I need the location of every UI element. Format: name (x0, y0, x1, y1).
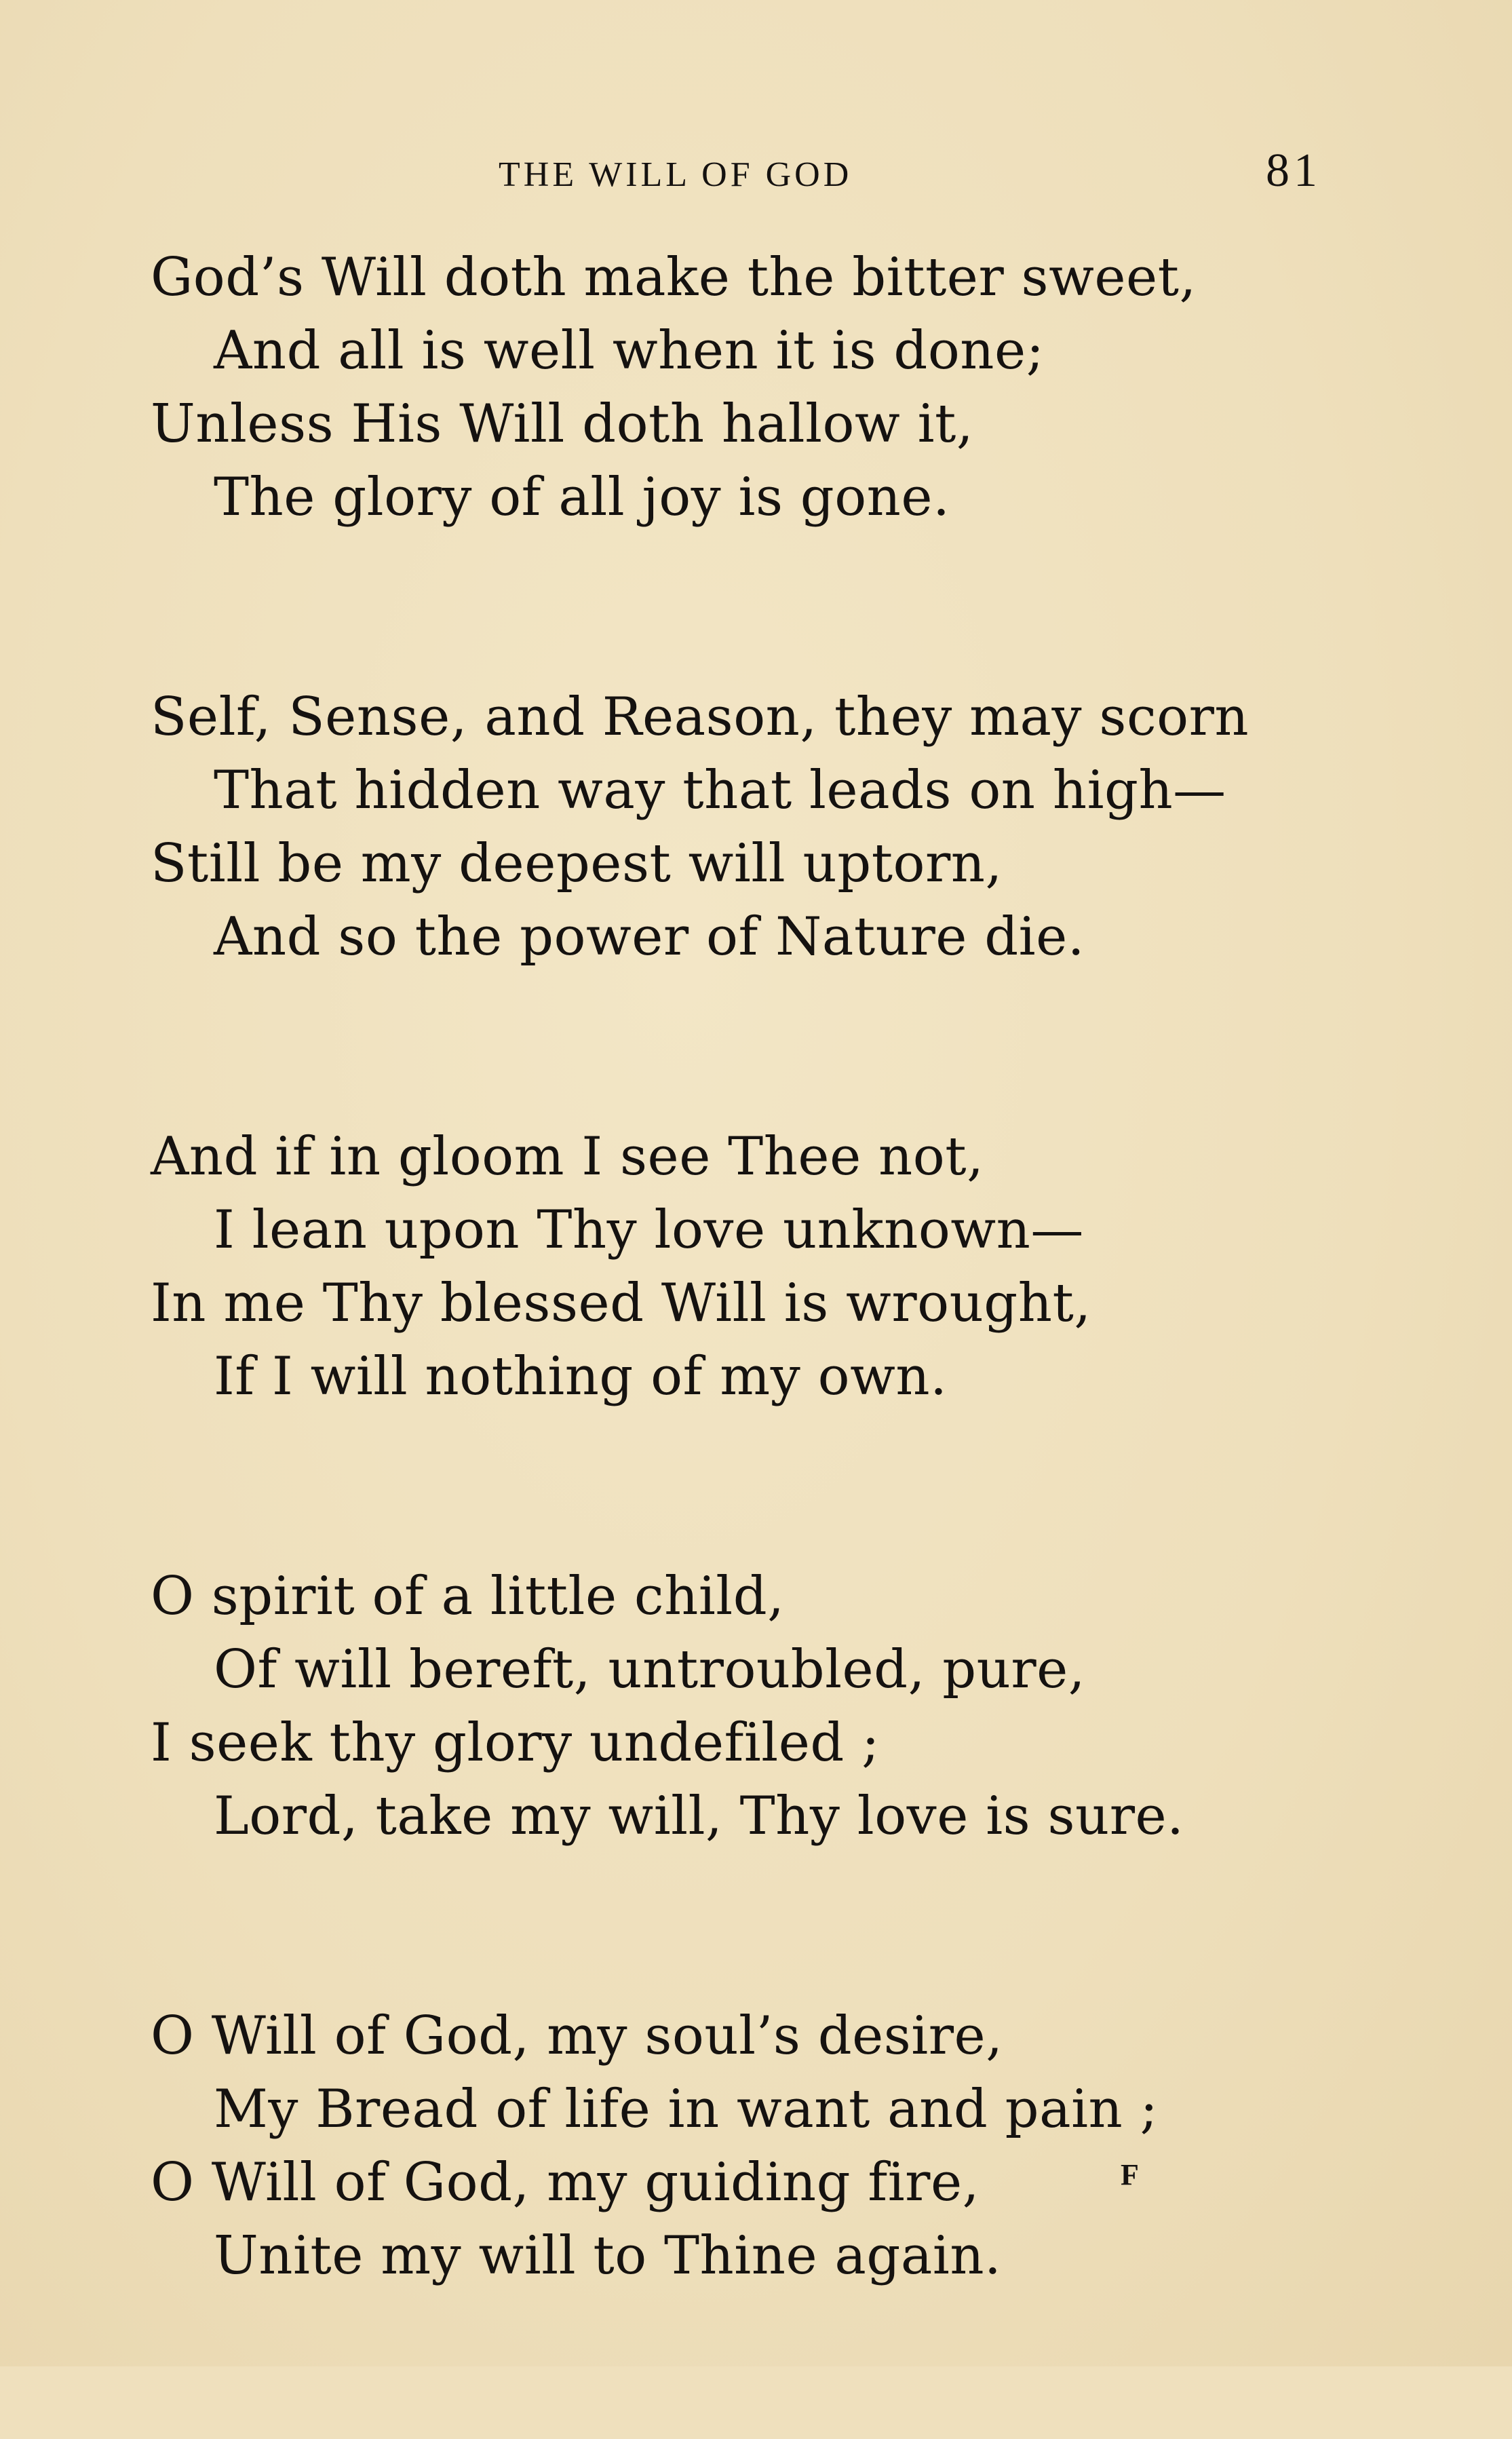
poem-line: Of will bereft, untroubled, pure, (214, 1639, 1086, 1700)
poem-line: O Will of God, my soul’s desire, (151, 2005, 1003, 2067)
stanza-4 (151, 1560, 1439, 1853)
poem-line: And all is well when it is done; (214, 320, 1045, 381)
poem-line: The glory of all joy is gone. (214, 467, 950, 528)
poem-line: And so the power of Nature die. (214, 906, 1085, 967)
poem-line: Lord, take my will, Thy love is sure. (214, 1786, 1184, 1847)
poem-line: O spirit of a little child, (151, 1566, 785, 1627)
poem-line: I lean upon Thy love unknown— (214, 1199, 1084, 1261)
poem-line: My Bread of life in want and pain ; (214, 2079, 1159, 2140)
poem-line: Unless His Will doth hallow it, (151, 393, 974, 455)
poem (151, 241, 1439, 2439)
stanza-5 (151, 1999, 1439, 2292)
stanza-2 (151, 680, 1439, 974)
signature-mark: F (1121, 2158, 1139, 2191)
poem-line: God’s Will doth make the bitter sweet, (151, 247, 1197, 308)
poem-line: O Will of God, my guiding fire, (151, 2152, 980, 2213)
poem-line: Unite my will to Thine again. (214, 2225, 1002, 2286)
page-number: 81 (1266, 145, 1321, 197)
poem-line: Still be my deepest will uptorn, (151, 833, 1003, 894)
poem-line: If I will nothing of my own. (214, 1346, 948, 1407)
poem-line: And if in gloom I see Thee not, (151, 1126, 984, 1187)
poem-line: That hidden way that leads on high— (214, 760, 1226, 821)
stanza-3 (151, 1120, 1439, 1413)
poem-line: Self, Sense, and Reason, they may scorn (151, 687, 1249, 748)
stanza-1 (151, 241, 1439, 534)
poem-line: I seek thy glory undefiled ; (151, 1712, 880, 1773)
poem-line: In me Thy blessed Will is wrought, (151, 1273, 1091, 1334)
running-title: THE WILL OF GOD (499, 155, 853, 194)
